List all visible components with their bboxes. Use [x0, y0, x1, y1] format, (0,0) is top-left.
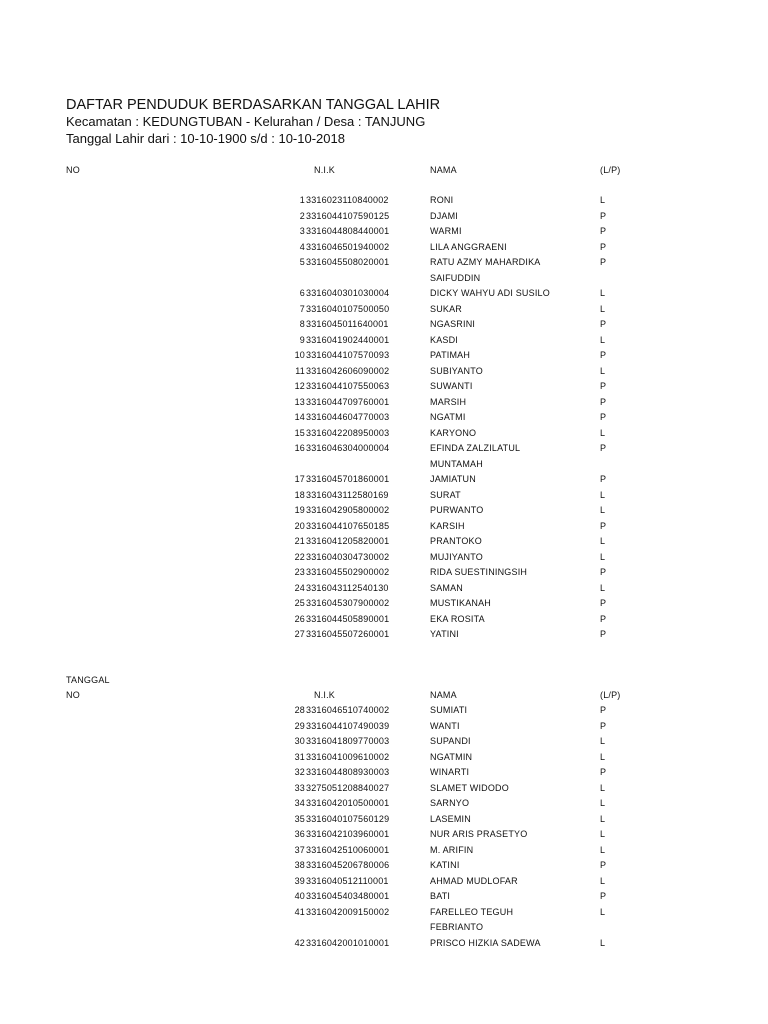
row-nik: 3316044107550063 — [306, 381, 390, 391]
row-no: 7 — [299, 303, 305, 314]
table-row — [0, 505, 768, 520]
row-no: 20 — [294, 520, 305, 531]
row-nama: PATIMAH — [430, 350, 471, 360]
row-lp: P — [600, 443, 607, 453]
row-nama: NGASRINI — [430, 319, 476, 329]
row-nik: 3316044107650185 — [306, 520, 390, 531]
row-lp: L — [600, 813, 606, 824]
row-nik: 3316044107570093 — [306, 350, 390, 360]
row-no: 40 — [294, 891, 305, 901]
table-row — [0, 195, 768, 210]
row-nama: MARSIH — [430, 396, 467, 407]
column-header-lp-2: (L/P) — [600, 690, 621, 700]
row-nama: BATI — [430, 891, 451, 901]
row-nama: PRISCO HIZKIA SADEWA — [430, 937, 541, 948]
row-no: 31 — [294, 751, 305, 762]
row-lp: L — [600, 875, 606, 886]
row-no: 25 — [294, 598, 305, 608]
row-nama: SUWANTI — [430, 381, 473, 391]
row-no: 27 — [294, 629, 305, 639]
row-lp: P — [600, 613, 607, 624]
table-row — [0, 752, 768, 767]
table-row — [0, 767, 768, 782]
row-nama: MUJIYANTO — [430, 551, 483, 562]
row-lp: L — [600, 334, 606, 345]
row-lp: P — [600, 241, 607, 252]
table-row — [0, 490, 768, 505]
row-lp: P — [600, 629, 607, 639]
row-no: 42 — [294, 937, 305, 948]
row-no: 22 — [294, 551, 305, 562]
row-nik: 3316040107500050 — [306, 303, 390, 314]
table-row-continuation — [0, 459, 768, 474]
row-nik: 3275051208840027 — [306, 782, 390, 793]
table-row — [0, 211, 768, 226]
table-row — [0, 814, 768, 829]
row-lp: P — [600, 396, 607, 407]
row-no: 30 — [294, 736, 305, 746]
row-lp: P — [600, 598, 607, 608]
column-header-nama: NAMA — [430, 165, 457, 175]
row-nama: RATU AZMY MAHARDIKA — [430, 257, 541, 267]
row-lp: L — [600, 844, 606, 855]
row-no: 11 — [295, 365, 305, 376]
table-row — [0, 304, 768, 319]
location-line: Kecamatan : KEDUNGTUBAN - Kelurahan / Desa : TANJUNG — [66, 114, 426, 129]
table-row — [0, 583, 768, 598]
row-nama: M. ARIFIN — [430, 844, 474, 855]
row-nik: 3316041009610002 — [306, 751, 390, 762]
table-row — [0, 536, 768, 551]
row-nik: 3316042010500001 — [306, 798, 390, 808]
table-row — [0, 798, 768, 813]
table-row — [0, 397, 768, 412]
row-nik: 3316042606090002 — [306, 365, 390, 376]
row-no: 34 — [294, 798, 305, 808]
row-nama-continued: MUNTAMAH — [430, 458, 483, 469]
row-nik: 3316045502900002 — [306, 567, 390, 577]
row-nama: AHMAD MUDLOFAR — [430, 875, 518, 886]
row-nama: RONI — [430, 195, 454, 205]
row-nama: JAMIATUN — [430, 474, 476, 484]
row-no: 5 — [299, 257, 305, 267]
row-lp: L — [600, 551, 606, 562]
row-nama: NGATMI — [430, 412, 466, 422]
row-lp: P — [600, 226, 607, 236]
row-nik: 3316045206780006 — [306, 860, 390, 870]
row-nik: 3316040107560129 — [306, 813, 390, 824]
row-no: 18 — [294, 489, 305, 500]
row-no: 4 — [299, 241, 305, 252]
row-lp: P — [600, 705, 607, 715]
row-nama: SLAMET WIDODO — [430, 782, 509, 793]
row-nama: PURWANTO — [430, 505, 484, 515]
table-row — [0, 381, 768, 396]
table-row — [0, 876, 768, 891]
table-row — [0, 552, 768, 567]
row-nik: 3316046501940002 — [306, 241, 390, 252]
row-nama: EFINDA ZALZILATUL — [430, 443, 521, 453]
row-nik: 3316040512110001 — [306, 875, 389, 886]
table-row — [0, 226, 768, 241]
row-nama: FARELLEO TEGUH — [430, 906, 514, 917]
column-header-nik: N.I.K — [314, 165, 336, 175]
table-row — [0, 412, 768, 427]
row-nama: YATINI — [430, 629, 459, 639]
row-nik: 3316041809770003 — [306, 736, 390, 746]
row-no: 41 — [294, 906, 305, 917]
row-lp: L — [600, 736, 606, 746]
row-nik: 3316042001010001 — [306, 937, 390, 948]
row-lp: P — [600, 567, 607, 577]
row-no: 26 — [294, 613, 305, 624]
row-nik: 3316040304730002 — [306, 551, 390, 562]
row-no: 23 — [294, 567, 305, 577]
row-nik: 3316044709760001 — [306, 396, 390, 407]
table-row — [0, 521, 768, 536]
row-nik: 3316041902440001 — [306, 334, 390, 345]
row-nama: NUR ARIS PRASETYO — [430, 829, 528, 839]
table-row — [0, 366, 768, 381]
row-no: 36 — [294, 829, 305, 839]
column-header-nik-2: N.I.K — [314, 690, 336, 700]
row-no: 39 — [294, 875, 305, 886]
row-lp: P — [600, 891, 607, 901]
row-lp: L — [600, 505, 606, 515]
table-row — [0, 705, 768, 720]
row-nama: KARYONO — [430, 427, 477, 438]
row-lp: L — [600, 798, 606, 808]
row-nik: 3316042510060001 — [306, 844, 390, 855]
row-nama: EKA ROSITA — [430, 613, 485, 624]
row-nik: 3316045011640001 — [306, 319, 389, 329]
row-nik: 3316043112580169 — [306, 489, 389, 500]
row-no: 33 — [294, 782, 305, 793]
row-lp: L — [600, 582, 606, 593]
row-lp: L — [600, 288, 606, 298]
row-lp: L — [600, 751, 606, 762]
row-no: 38 — [294, 860, 305, 870]
row-nik: 3316042103960001 — [306, 829, 390, 839]
column-header-lp: (L/P) — [600, 165, 621, 175]
table-row — [0, 845, 768, 860]
row-lp: P — [600, 350, 607, 360]
row-nama: NGATMIN — [430, 751, 473, 762]
row-nik: 3316046510740002 — [306, 705, 390, 715]
table-row-continuation — [0, 273, 768, 288]
table-row — [0, 350, 768, 365]
table-row — [0, 257, 768, 272]
row-no: 15 — [294, 427, 305, 438]
table-row — [0, 891, 768, 906]
column-header-no-2: NO — [66, 690, 80, 700]
row-nama: SURAT — [430, 489, 461, 500]
row-no: 9 — [299, 334, 305, 345]
row-no: 8 — [299, 319, 305, 329]
row-no: 19 — [294, 505, 305, 515]
row-lp: P — [600, 210, 607, 221]
row-no: 2 — [299, 210, 305, 221]
row-nama: DJAMI — [430, 210, 458, 221]
row-nik: 3316044808930003 — [306, 767, 390, 777]
row-no: 14 — [294, 412, 305, 422]
table-row — [0, 567, 768, 582]
table-row — [0, 242, 768, 257]
table-row — [0, 721, 768, 736]
row-nik: 3316040301030004 — [306, 288, 390, 298]
table-row — [0, 614, 768, 629]
table-row — [0, 783, 768, 798]
document-title: DAFTAR PENDUDUK BERDASARKAN TANGGAL LAHIR — [66, 97, 441, 113]
row-nama: SUPANDI — [430, 736, 471, 746]
row-nik: 3316046304000004 — [306, 443, 390, 453]
row-nama: KASDI — [430, 334, 459, 345]
row-lp: L — [600, 937, 606, 948]
row-no: 13 — [294, 396, 305, 407]
row-nik: 3316045403480001 — [306, 891, 390, 901]
row-nik: 3316023110840002 — [306, 195, 389, 205]
table-row — [0, 288, 768, 303]
row-lp: P — [600, 412, 607, 422]
row-nama: SAMAN — [430, 582, 464, 593]
row-nama: SUKAR — [430, 303, 463, 314]
row-nik: 3316045508020001 — [306, 257, 390, 267]
table-row — [0, 736, 768, 751]
row-nama: MUSTIKANAH — [430, 598, 492, 608]
row-nama: LILA ANGGRAENI — [430, 241, 507, 252]
row-no: 16 — [294, 443, 305, 453]
section-label-tanggal: TANGGAL — [66, 675, 110, 685]
row-nik: 3316045307900002 — [306, 598, 390, 608]
table-row — [0, 335, 768, 350]
date-range-line: Tanggal Lahir dari : 10-10-1900 s/d : 10-10-2018 — [66, 131, 345, 146]
row-lp: L — [600, 303, 606, 314]
row-nik: 3316044604770003 — [306, 412, 390, 422]
row-no: 6 — [299, 288, 305, 298]
row-nama: KARSIH — [430, 520, 465, 531]
row-no: 24 — [294, 582, 305, 593]
row-no: 32 — [294, 767, 305, 777]
row-lp: P — [600, 319, 607, 329]
row-nama: DICKY WAHYU ADI SUSILO — [430, 288, 550, 298]
row-nama: SUBIYANTO — [430, 365, 483, 376]
row-no: 35 — [294, 813, 305, 824]
row-lp: P — [600, 720, 607, 731]
row-nik: 3316044107590125 — [306, 210, 390, 221]
row-nik: 3316044107490039 — [306, 720, 390, 731]
table-row-continuation — [0, 922, 768, 937]
row-nama: LASEMIN — [430, 813, 471, 824]
table-row — [0, 938, 768, 953]
table-row — [0, 829, 768, 844]
row-nik: 3316044505890001 — [306, 613, 390, 624]
row-nama: KATINI — [430, 860, 460, 870]
row-lp: P — [600, 767, 607, 777]
row-lp: L — [600, 536, 606, 546]
table-row — [0, 860, 768, 875]
row-lp: L — [600, 489, 606, 500]
column-header-nama-2: NAMA — [430, 690, 457, 700]
table-row — [0, 598, 768, 613]
row-no: 12 — [294, 381, 305, 391]
table-row — [0, 629, 768, 644]
row-nik: 3316043112540130 — [306, 582, 389, 593]
row-nik: 3316042905800002 — [306, 505, 390, 515]
row-lp: L — [600, 906, 606, 917]
table-row — [0, 443, 768, 458]
row-no: 3 — [299, 226, 305, 236]
row-nik: 3316042009150002 — [306, 906, 390, 917]
row-nama-continued: SAIFUDDIN — [430, 272, 481, 283]
row-lp: L — [600, 365, 606, 376]
row-lp: P — [600, 860, 607, 870]
row-no: 17 — [294, 474, 305, 484]
table-row — [0, 428, 768, 443]
table-row — [0, 319, 768, 334]
row-nama: WARMI — [430, 226, 462, 236]
row-no: 37 — [294, 844, 305, 855]
row-lp: P — [600, 381, 607, 391]
row-nik: 3316045507260001 — [306, 629, 390, 639]
row-no: 29 — [294, 720, 305, 731]
row-nama: WANTI — [430, 720, 460, 731]
row-no: 21 — [294, 536, 305, 546]
row-nama-continued: FEBRIANTO — [430, 922, 484, 932]
row-lp: L — [600, 782, 606, 793]
row-nik: 3316042208950003 — [306, 427, 390, 438]
row-no: 28 — [294, 705, 305, 715]
row-nik: 3316045701860001 — [306, 474, 390, 484]
row-nama: SUMIATI — [430, 705, 468, 715]
row-lp: L — [600, 427, 606, 438]
row-nama: WINARTI — [430, 767, 470, 777]
row-lp: P — [600, 520, 607, 531]
row-lp: L — [600, 195, 606, 205]
row-lp: L — [600, 829, 606, 839]
row-nama: PRANTOKO — [430, 536, 482, 546]
row-lp: P — [600, 474, 607, 484]
row-nama: RIDA SUESTININGSIH — [430, 567, 528, 577]
column-header-no: NO — [66, 165, 80, 175]
row-nama: SARNYO — [430, 798, 470, 808]
row-nik: 3316044808440001 — [306, 226, 390, 236]
row-no: 1 — [299, 195, 305, 205]
table-row — [0, 907, 768, 922]
row-lp: P — [600, 257, 607, 267]
table-row — [0, 474, 768, 489]
row-no: 10 — [294, 350, 305, 360]
row-nik: 3316041205820001 — [306, 536, 390, 546]
